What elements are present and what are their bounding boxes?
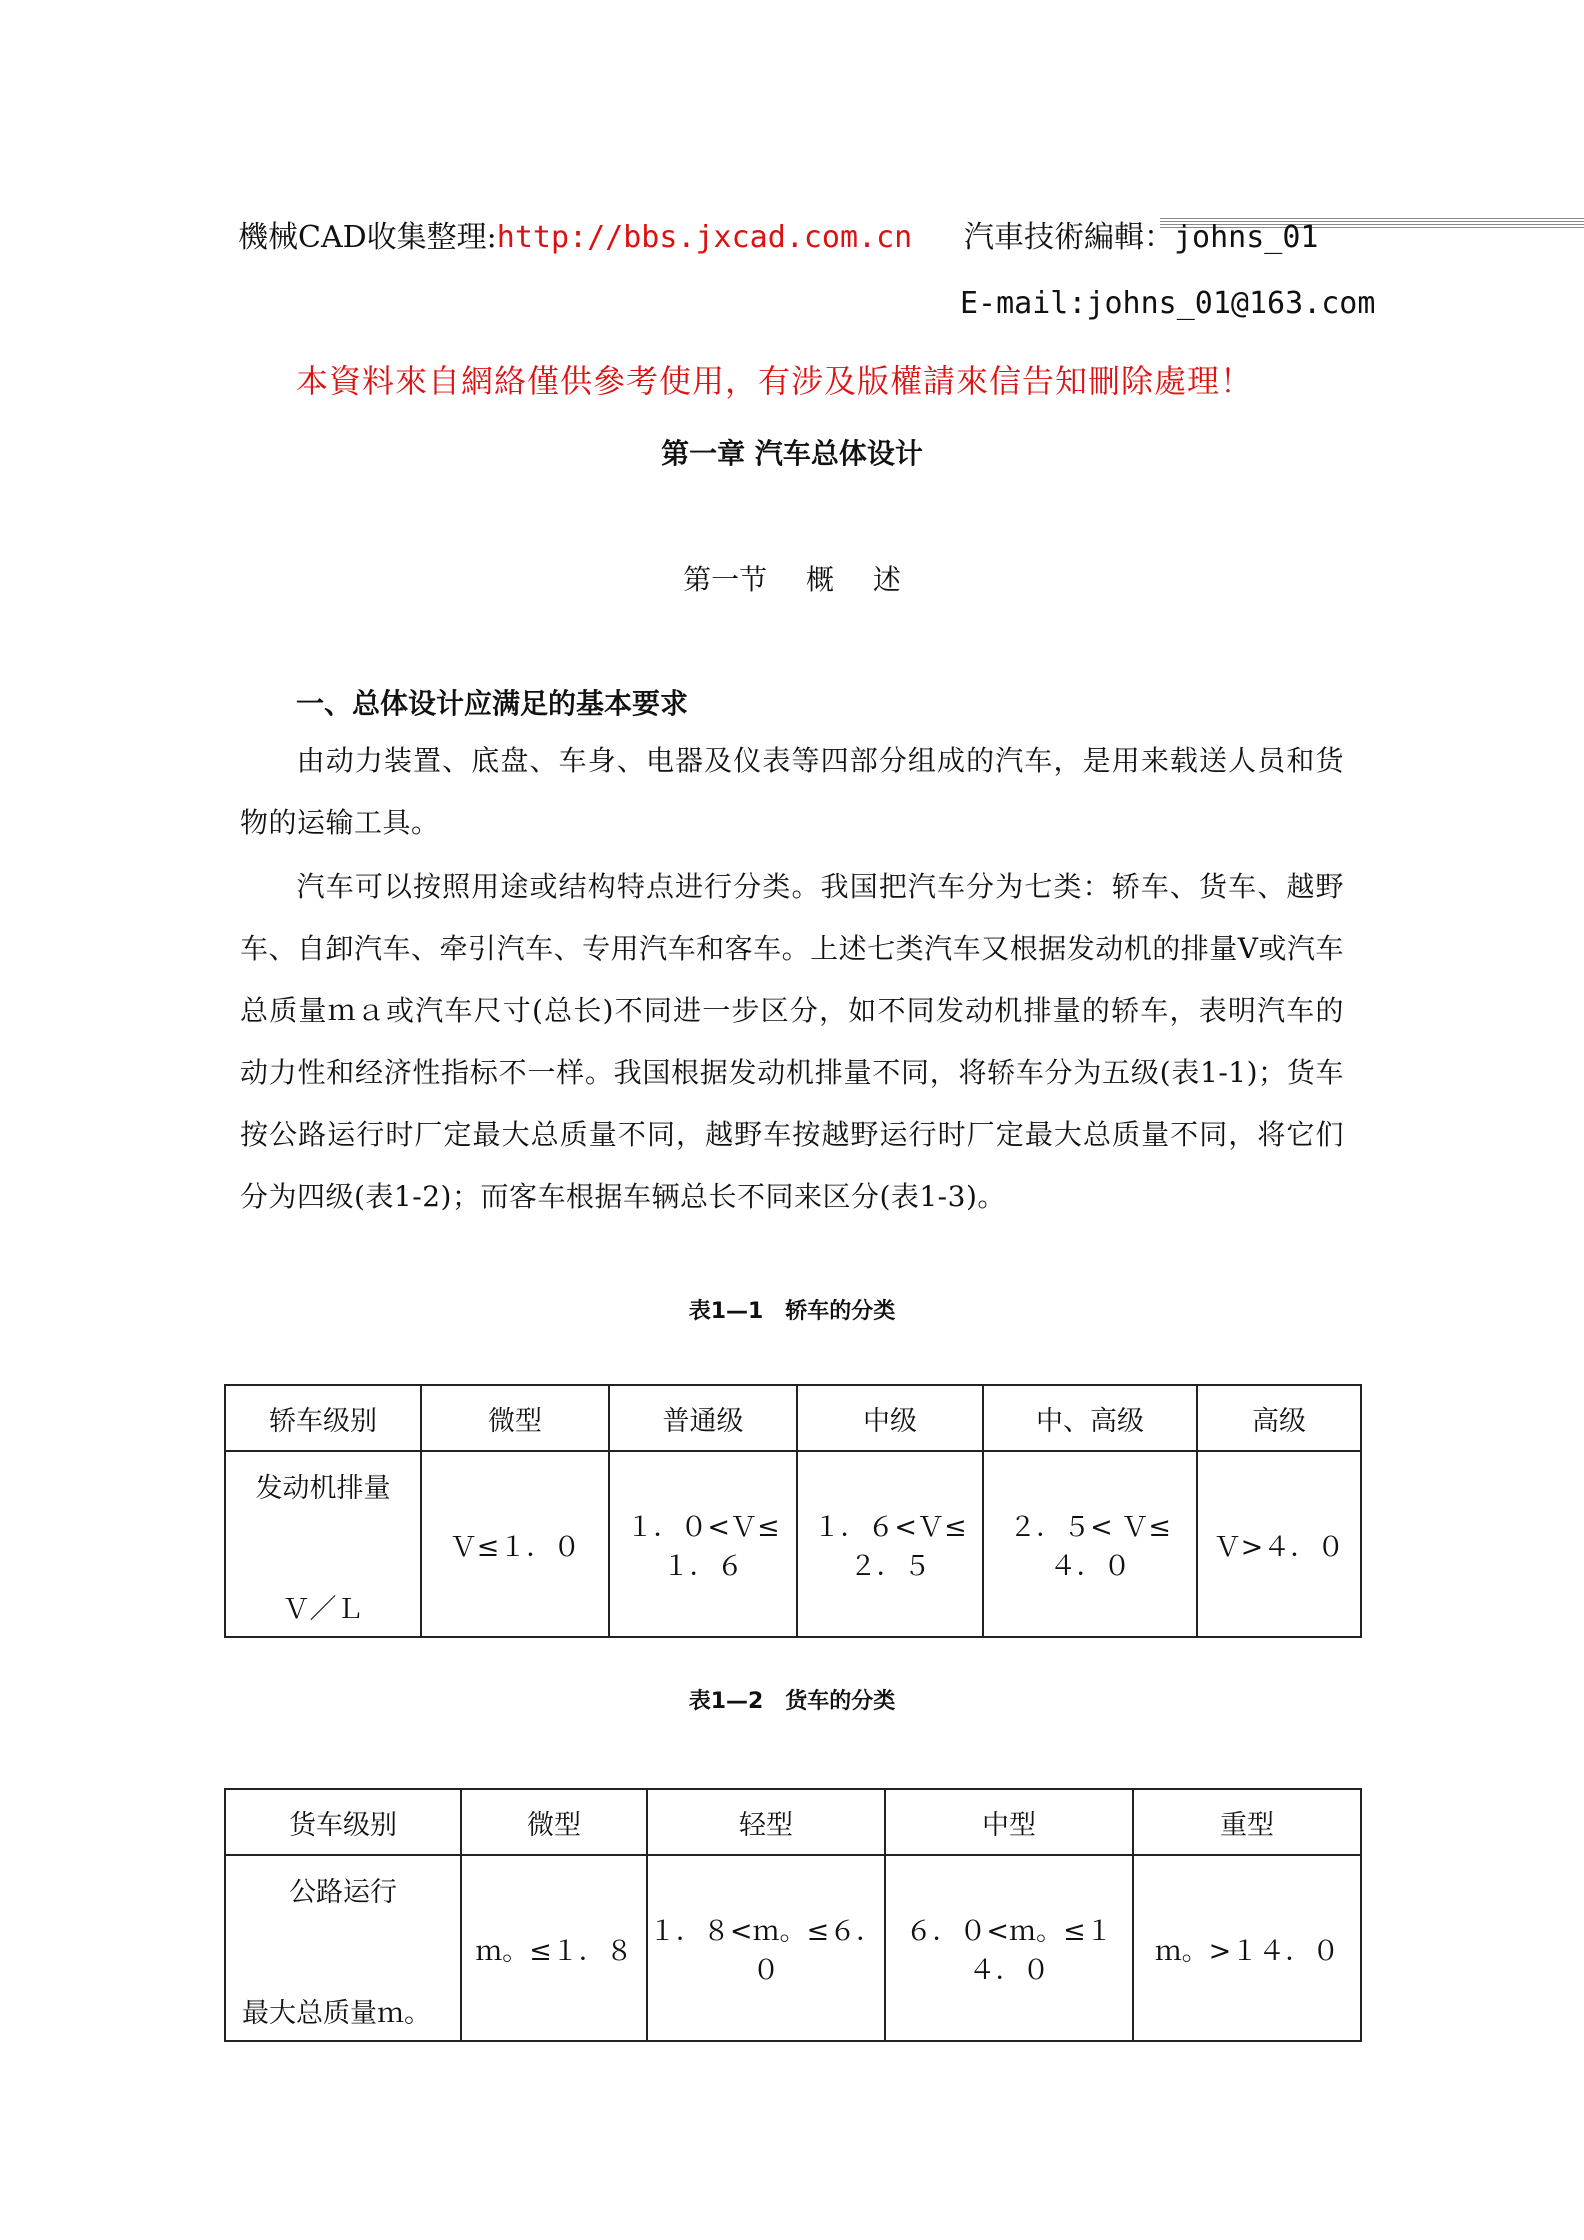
paragraph-2 bbox=[240, 856, 1344, 1228]
value-cell: １．８<ｍ。≤６．０ bbox=[647, 1855, 885, 2041]
value-cell: Ｖ>４．０ bbox=[1197, 1451, 1361, 1637]
row-label-cell bbox=[225, 1451, 421, 1637]
paragraph-1 bbox=[240, 730, 1344, 854]
header-cell: 货车级别 bbox=[225, 1789, 461, 1855]
header-cell: 重型 bbox=[1133, 1789, 1361, 1855]
header-cell: 高级 bbox=[1197, 1385, 1361, 1451]
value-cell: ２．５< Ｖ≤４．０ bbox=[983, 1451, 1197, 1637]
table-row bbox=[225, 1451, 1361, 1637]
chapter-title: 第一章 汽车总体设计 bbox=[661, 437, 923, 470]
table-header-row bbox=[225, 1385, 1361, 1451]
forum-label: 汽車技術編輯： bbox=[964, 220, 1174, 255]
paragraph-1-text: 由动力装置、底盘、车身、电器及仪表等四部分组成的汽车，是用来载送人员和货物的运输工具。 bbox=[240, 744, 1344, 839]
site-label: 機械CAD收集整理: bbox=[238, 220, 497, 255]
value-cell: １．０<Ｖ≤１．６ bbox=[609, 1451, 797, 1637]
value-cell: １．６<Ｖ≤２．５ bbox=[797, 1451, 983, 1637]
forum-user: johns_01 bbox=[1174, 220, 1319, 255]
table-1-caption: 表1—1 轿车的分类 bbox=[688, 1299, 896, 1324]
header-cell: 中、高级 bbox=[983, 1385, 1197, 1451]
table-row bbox=[225, 1855, 1361, 2041]
paragraph-2-text: 汽车可以按照用途或结构特点进行分类。我国把汽车分为七类：轿车、货车、越野车、自卸汽车、牵引汽车、专用汽车和客车。上述七类汽车又根据发动机的排量V或汽车总质量ｍａ或汽车尺寸(总长)不同进一步区分，如不同发动机排量的轿车，表明汽车的动力性和经济性指标不一样。我国根据发动机排量不同，将轿车分为五级(表1-1)；货车按公路运行时厂定最大总质量不同，越野车按越野运行时厂定最大总质量不同，将它们分为四级(表1-2)；而客车根据车辆总长不同来区分(表1-3)。 bbox=[240, 870, 1344, 1213]
table-header-row bbox=[225, 1789, 1361, 1855]
header-forum bbox=[964, 212, 1319, 256]
copyright-notice: 本資料來自網絡僅供參考使用，有涉及版權請來信告知刪除處理！ bbox=[296, 362, 1254, 400]
row-label-top: 公路运行 bbox=[289, 1877, 397, 1908]
value-cell: ｍ。≤１．８ bbox=[461, 1855, 647, 2041]
subheading: 一、总体设计应满足的基本要求 bbox=[296, 687, 689, 720]
table-2-caption: 表1—2 货车的分类 bbox=[688, 1689, 896, 1714]
row-label-cell bbox=[225, 1855, 461, 2041]
row-label-bottom: Ｖ／Ｌ bbox=[282, 1594, 364, 1625]
row-label-top: 发动机排量 bbox=[255, 1473, 391, 1504]
site-url-link[interactable]: http://bbs.jxcad.com.cn bbox=[496, 220, 913, 255]
truck-classification-table bbox=[224, 1788, 1362, 2042]
header-cell: 中型 bbox=[885, 1789, 1133, 1855]
header-cell: 普通级 bbox=[609, 1385, 797, 1451]
header-site bbox=[238, 212, 912, 256]
email-link[interactable]: E-mail:johns_01@163.com bbox=[960, 286, 1376, 321]
row-label-bottom: 最大总质量ｍ。 bbox=[242, 1998, 431, 2029]
section-title: 第一节 概 述 bbox=[683, 563, 901, 596]
value-cell: ６．０<ｍ。≤１４．０ bbox=[885, 1855, 1133, 2041]
value-cell: ｍ。>１４．０ bbox=[1133, 1855, 1361, 2041]
header-cell: 轿车级别 bbox=[225, 1385, 421, 1451]
header-cell: 轻型 bbox=[647, 1789, 885, 1855]
header-cell: 微型 bbox=[421, 1385, 609, 1451]
header-cell: 中级 bbox=[797, 1385, 983, 1451]
value-cell: Ｖ≤１．０ bbox=[421, 1451, 609, 1637]
header-cell: 微型 bbox=[461, 1789, 647, 1855]
sedan-classification-table bbox=[224, 1384, 1362, 1638]
